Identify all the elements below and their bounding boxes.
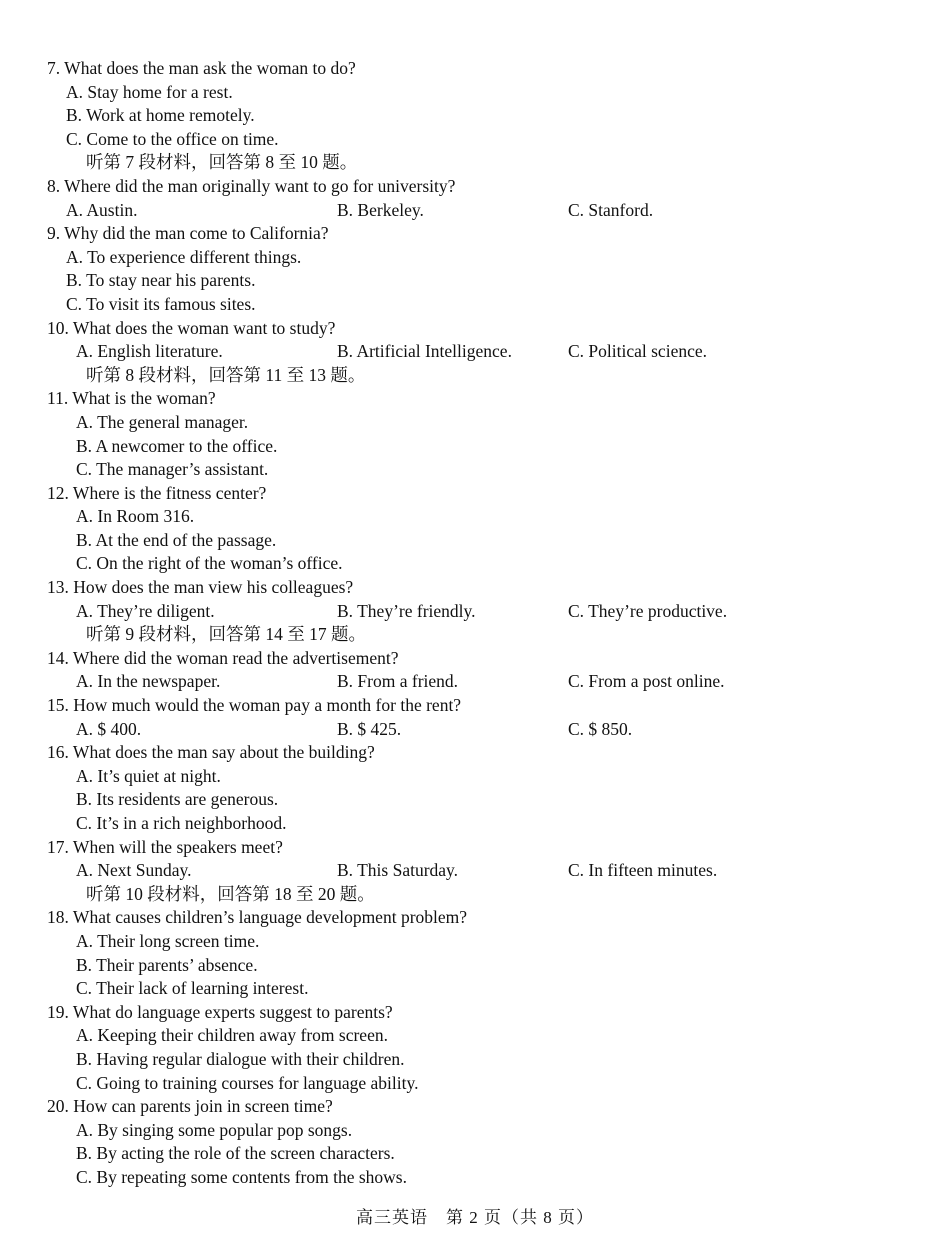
question-10-stem: 10. What does the woman want to study? xyxy=(47,317,336,338)
section-instruction-8: 听第 8 段材料，回答第 11 至 13 题。 xyxy=(86,364,366,385)
page-footer: 高三英语 第 2 页（共 8 页） xyxy=(356,1208,594,1227)
question-9-option-c: C. To visit its famous sites. xyxy=(66,293,256,314)
question-7-option-b: B. Work at home remotely. xyxy=(66,105,255,126)
question-11-option-b: B. A newcomer to the office. xyxy=(76,435,278,456)
question-11-option-c: C. The manager’s assistant. xyxy=(76,459,269,480)
question-12-option-b: B. At the end of the passage. xyxy=(76,529,277,550)
question-11-option-a: A. The general manager. xyxy=(76,411,249,432)
question-19-stem: 19. What do language experts suggest to parents? xyxy=(47,1001,393,1022)
question-13-stem: 13. How does the man view his colleagues? xyxy=(47,577,354,598)
question-15-options xyxy=(0,718,950,742)
question-14-option-c: C. From a post online. xyxy=(568,671,725,692)
question-12-stem: 12. Where is the fitness center? xyxy=(47,482,267,503)
question-13-option-a: A. They’re diligent. xyxy=(76,600,215,621)
question-16-option-a: A. It’s quiet at night. xyxy=(76,765,221,786)
question-10-option-b: B. Artificial Intelligence. xyxy=(337,341,512,362)
question-7-option-a: A. Stay home for a rest. xyxy=(66,81,233,102)
question-11-stem: 11. What is the woman? xyxy=(47,388,216,409)
question-16-option-c: C. It’s in a rich neighborhood. xyxy=(76,813,287,833)
question-18-stem: 18. What causes children’s language development problem? xyxy=(47,907,468,928)
question-list xyxy=(0,57,950,1190)
question-18-option-c: C. Their lack of learning interest. xyxy=(76,978,309,999)
question-16-stem: 16. What does the man say about the building? xyxy=(47,742,375,763)
question-12-option-c: C. On the right of the woman’s office. xyxy=(76,553,343,574)
question-15-stem: 15. How much would the woman pay a month for the rent? xyxy=(47,695,462,716)
question-20-stem: 20. How can parents join in screen time? xyxy=(47,1096,333,1117)
question-20-option-a: A. By singing some popular pop songs. xyxy=(76,1119,353,1140)
question-19-option-b: B. Having regular dialogue with their children. xyxy=(76,1048,405,1069)
question-13-options xyxy=(0,600,950,624)
question-9-option-b: B. To stay near his parents. xyxy=(66,270,256,291)
question-8-option-a: A. Austin. xyxy=(66,199,138,220)
question-17-option-b: B. This Saturday. xyxy=(337,860,459,881)
question-10-option-a: A. English literature. xyxy=(76,341,223,362)
question-10-options xyxy=(0,340,950,364)
question-18-option-a: A. Their long screen time. xyxy=(76,930,260,951)
question-18-option-b: B. Their parents’ absence. xyxy=(76,954,258,975)
question-20-option-c: C. By repeating some contents from the shows. xyxy=(76,1166,407,1187)
question-13-option-c: C. They’re productive. xyxy=(568,600,728,621)
question-17-option-a: A. Next Sunday. xyxy=(76,860,192,881)
question-14-stem: 14. Where did the woman read the advertisement? xyxy=(47,647,399,668)
question-8-stem: 8. Where did the man originally want to go for university? xyxy=(47,175,456,196)
question-7-stem: 7. What does the man ask the woman to do? xyxy=(47,58,356,78)
question-13-option-b: B. They’re friendly. xyxy=(337,600,476,621)
question-14-option-a: A. In the newspaper. xyxy=(76,671,221,692)
question-14-options xyxy=(0,670,950,694)
question-8-options xyxy=(0,199,950,223)
question-8-option-c: C. Stanford. xyxy=(568,199,654,220)
question-12-option-a: A. In Room 316. xyxy=(76,506,195,527)
question-19-option-c: C. Going to training courses for language ability. xyxy=(76,1072,419,1093)
question-8-option-b: B. Berkeley. xyxy=(337,199,424,220)
question-15-option-c: C. $ 850. xyxy=(568,718,633,739)
question-17-options xyxy=(0,859,950,883)
question-15-option-b: B. $ 425. xyxy=(337,718,402,739)
question-7-option-c: C. Come to the office on time. xyxy=(66,128,279,149)
question-14-option-b: B. From a friend. xyxy=(337,671,459,692)
question-17-option-c: C. In fifteen minutes. xyxy=(568,860,718,881)
section-instruction-10: 听第 10 段材料，回答第 18 至 20 题。 xyxy=(86,883,375,904)
question-19-option-a: A. Keeping their children away from screen. xyxy=(76,1025,388,1046)
question-10-option-c: C. Political science. xyxy=(568,341,707,362)
question-9-stem: 9. Why did the man come to California? xyxy=(47,223,329,244)
question-16-option-b: B. Its residents are generous. xyxy=(76,789,279,810)
section-instruction-7: 听第 7 段材料，回答第 8 至 10 题。 xyxy=(86,152,358,173)
question-17-stem: 17. When will the speakers meet? xyxy=(47,836,283,857)
question-15-option-a: A. $ 400. xyxy=(76,718,142,739)
question-9-option-a: A. To experience different things. xyxy=(66,246,302,267)
question-20-option-b: B. By acting the role of the screen characters. xyxy=(76,1143,395,1164)
section-instruction-9: 听第 9 段材料，回答第 14 至 17 题。 xyxy=(86,624,366,645)
